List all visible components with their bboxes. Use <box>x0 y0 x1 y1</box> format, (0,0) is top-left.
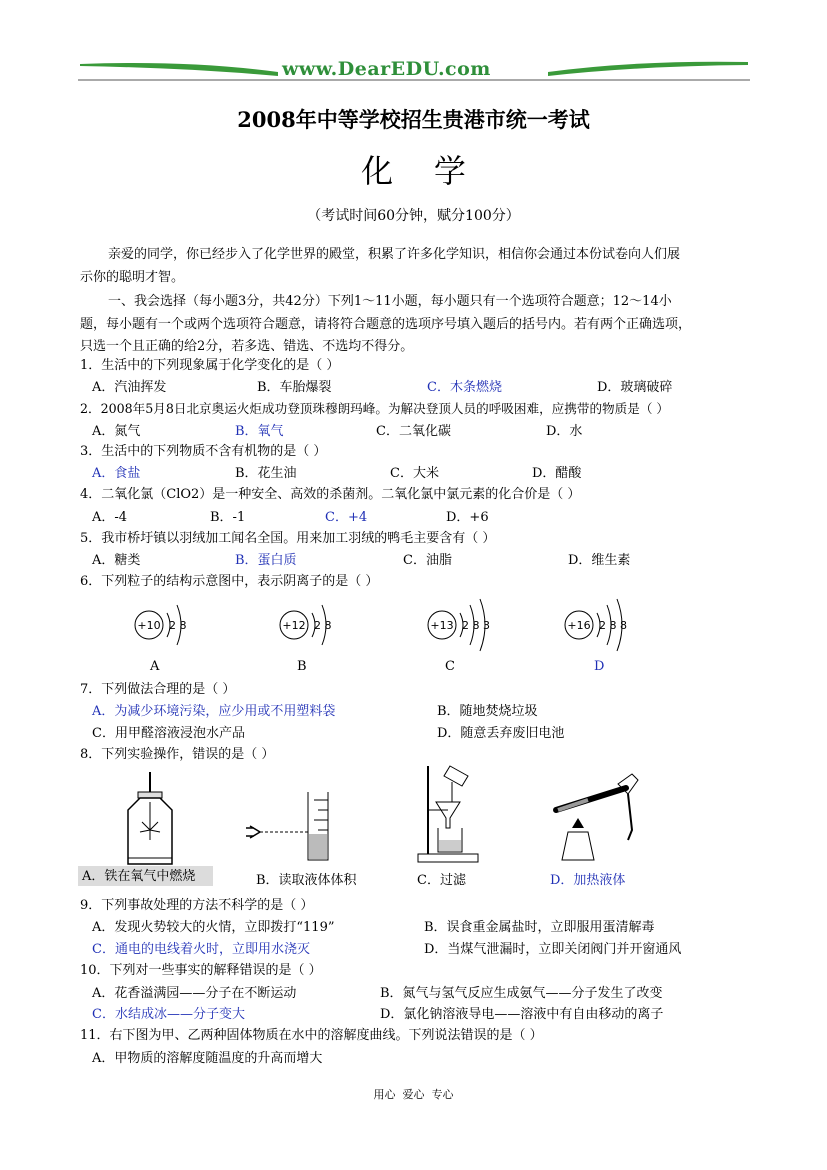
q1-option-d[interactable]: D．玻璃破碎 <box>597 380 673 395</box>
q7-option-d[interactable]: D．随意丢弃废旧电池 <box>437 726 565 741</box>
q5-option-d[interactable]: D．维生素 <box>568 553 631 568</box>
q9-stem: 9．下列事故处理的方法不科学的是（ ） <box>80 898 314 913</box>
time-note: （考试时间60分钟，赋分100分） <box>307 208 520 224</box>
subject-title: 化 学 <box>361 152 466 190</box>
q9-option-a[interactable]: A．发现火势较大的火情，立即拨打“119” <box>92 920 335 935</box>
q7-option-b[interactable]: B．随地焚烧垃圾 <box>437 704 538 719</box>
intro-line-2: 示你的聪明才智。 <box>80 270 185 285</box>
q8-stem: 8．下列实验操作，错误的是（ ） <box>80 747 275 762</box>
atom-d-nucleus: +16 <box>567 619 591 632</box>
q10-stem: 10．下列对一些事实的解释错误的是（ ） <box>80 963 322 978</box>
q2-stem: 2．2008年5月8日北京奥运火炬成功登顶珠穆朗玛峰。为解决登顶人员的呼吸困难，应携带的物质是（ ） <box>80 401 670 416</box>
section1-line-1: 一、我会选择（每小题3分，共42分）下列1～11小题，每小题只有一个选项符合题意；12～14小 <box>108 294 672 309</box>
atom-diagram-d <box>555 595 645 655</box>
q3-option-a[interactable]: A．食盐 <box>92 466 141 481</box>
q3-stem: 3．生活中的下列物质不含有机物的是（ ） <box>80 444 327 459</box>
q7-option-c[interactable]: C．用甲醛溶液浸泡水产品 <box>92 726 245 741</box>
q4-stem: 4．二氧化氯（ClO2）是一种安全、高效的杀菌剂。二氧化氯中氯元素的化合价是（ ） <box>80 487 581 502</box>
atom-d-shells: 2 8 8 <box>599 619 627 632</box>
q9-option-c[interactable]: C．通电的电线着火时，立即用水浇灭 <box>92 942 310 957</box>
atom-diagram-a <box>125 595 205 655</box>
q3-option-b[interactable]: B．花生油 <box>235 466 297 481</box>
exam-title: 2008年中等学校招生贵港市统一考试 <box>237 107 590 132</box>
q8-option-c[interactable]: C．过滤 <box>417 873 466 888</box>
atom-diagram-b <box>270 595 350 655</box>
q7-stem: 7．下列做法合理的是（ ） <box>80 682 236 697</box>
q1-stem: 1．生活中的下列现象属于化学变化的是（ ） <box>80 358 340 373</box>
q2-option-c[interactable]: C．二氧化碳 <box>376 424 451 439</box>
q6-stem: 6．下列粒子的结构示意图中，表示阴离子的是（ ） <box>80 574 379 589</box>
q7-option-a[interactable]: A．为减少环境污染，应少用或不用塑料袋 <box>92 704 336 719</box>
q2-option-b[interactable]: B．氧气 <box>235 424 284 439</box>
q11-option-a[interactable]: A．甲物质的溶解度随温度的升高而增大 <box>92 1051 323 1066</box>
q10-option-b[interactable]: B．氮气与氢气反应生成氨气——分子发生了改变 <box>380 986 663 1001</box>
q8-option-b[interactable]: B．读取液体体积 <box>256 873 357 888</box>
q1-option-a[interactable]: A．汽油挥发 <box>92 380 167 395</box>
q2-option-d[interactable]: D．水 <box>546 424 583 439</box>
atom-c-nucleus: +13 <box>430 619 454 632</box>
q11-stem: 11．右下图为甲、乙两种固体物质在水中的溶解度曲线。下列说法错误的是（ ） <box>80 1028 543 1043</box>
q3-option-c[interactable]: C．大米 <box>390 466 439 481</box>
atom-a-shells: 2 8 <box>169 619 187 632</box>
filtration-image <box>408 762 488 867</box>
site-logo[interactable]: www.DearEDU.com <box>282 58 491 80</box>
atom-a-nucleus: +10 <box>137 619 161 632</box>
q10-option-c[interactable]: C．水结成冰——分子变大 <box>92 1007 245 1022</box>
section1-line-2: 题，每小题有一个或两个选项符合题意，请将符合题意的选项序号填入题后的括号内。若有两个正确选项， <box>80 317 692 332</box>
atom-b-nucleus: +12 <box>282 619 306 632</box>
atom-c-shells: 2 8 3 <box>462 619 490 632</box>
q4-option-d[interactable]: D．+6 <box>446 510 489 525</box>
footer-text: 用心 爱心 专心 <box>373 1088 454 1101</box>
section1-line-3: 只选一个且正确的给2分，若多选、错选、不选均不得分。 <box>80 339 414 354</box>
iron-burning-image <box>110 772 190 867</box>
intro-line-1: 亲爱的同学，你已经步入了化学世界的殿堂，积累了许多化学知识，相信你会通过本份试卷向人们展 <box>108 247 681 262</box>
q4-option-a[interactable]: A．-4 <box>92 510 128 525</box>
q4-option-b[interactable]: B．-1 <box>210 510 246 525</box>
q5-stem: 5．我市桥圩镇以羽绒加工闻名全国。用来加工羽绒的鸭毛主要含有（ ） <box>80 531 496 546</box>
q5-option-c[interactable]: C．油脂 <box>403 553 452 568</box>
q9-option-d[interactable]: D．当煤气泄漏时，立即关闭阀门并开窗通风 <box>424 942 682 957</box>
q5-option-b[interactable]: B．蛋白质 <box>235 553 297 568</box>
q5-option-a[interactable]: A．糖类 <box>92 553 141 568</box>
q4-option-c[interactable]: C．+4 <box>325 510 368 525</box>
q10-option-a[interactable]: A．花香溢满园——分子在不断运动 <box>92 986 297 1001</box>
atom-a-label: A <box>150 659 160 674</box>
atom-d-label: D <box>594 659 605 674</box>
q10-option-d[interactable]: D．氯化钠溶液导电——溶液中有自由移动的离子 <box>380 1007 664 1022</box>
q3-option-d[interactable]: D．醋酸 <box>532 466 582 481</box>
q1-option-c[interactable]: C．木条燃烧 <box>427 380 502 395</box>
atom-diagram-c <box>418 595 508 655</box>
q2-option-a[interactable]: A．氮气 <box>92 424 141 439</box>
q8-option-a[interactable]: A．铁在氧气中燃烧 <box>82 869 196 884</box>
q8-option-d[interactable]: D．加热液体 <box>550 873 626 888</box>
heating-liquid-image <box>548 770 643 865</box>
atom-c-label: C <box>445 659 455 674</box>
q9-option-b[interactable]: B．误食重金属盐时，立即服用蛋清解毒 <box>424 920 655 935</box>
atom-b-label: B <box>297 659 307 674</box>
read-volume-image <box>240 790 340 865</box>
q1-option-b[interactable]: B．车胎爆裂 <box>257 380 332 395</box>
atom-b-shells: 2 8 <box>314 619 332 632</box>
